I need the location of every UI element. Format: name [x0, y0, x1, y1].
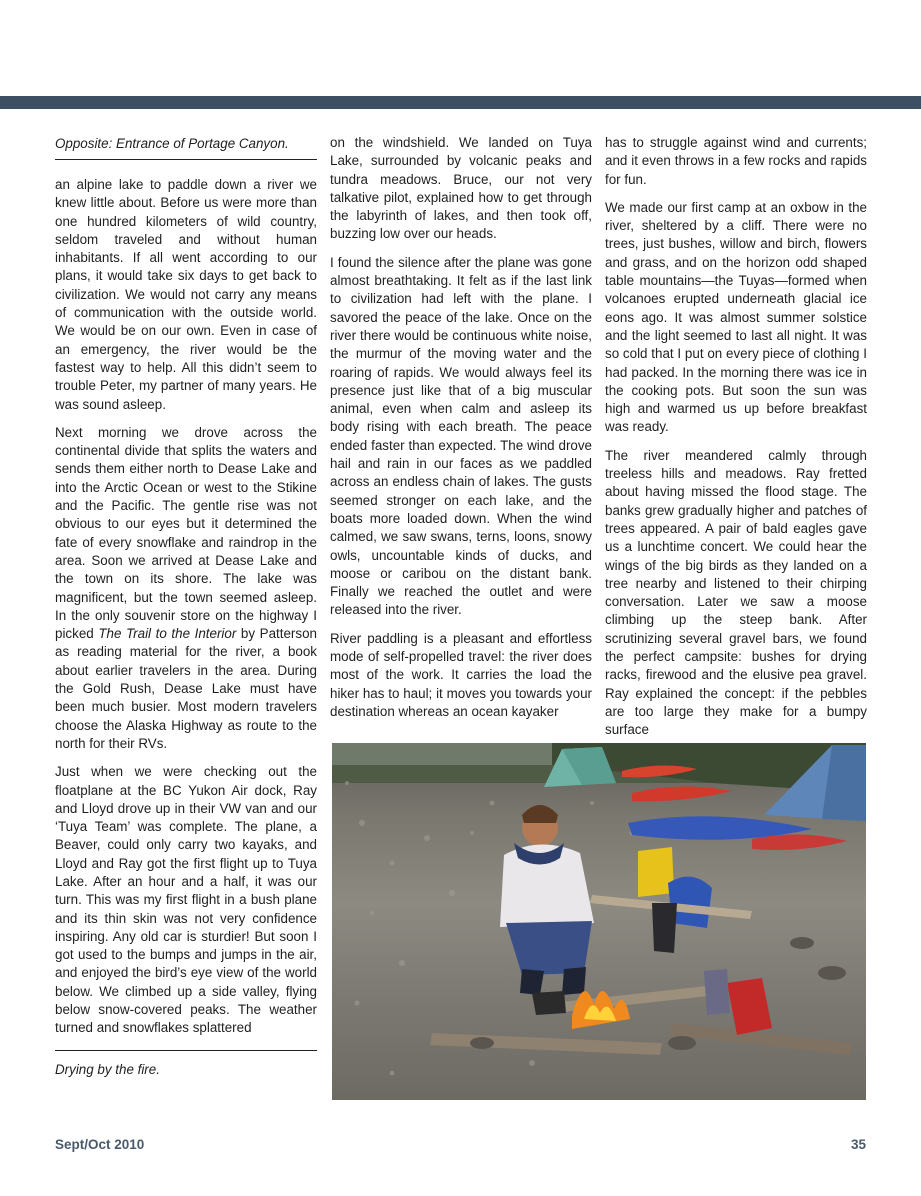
text-run: by Patterson as reading material for the river, a book about earlier travelers in the area. During the Gold Rush, Dease Lake must have been much busier. Most modern travelers choose the Alaska Highway as route to the north for their RVs.: [55, 626, 317, 751]
photo-illustration: [332, 743, 866, 1100]
paragraph: I found the silence after the plane was gone almost breathtaking. It felt as if the last link to civilization had left with the plane. I savored the peace of the lake. Once on the river there would be continuous white noise, the murmur of the moving water and the roaring of rapids. We would always feel its presence just like that of a big muscular animal, even when calm and asleep its body rising with each breath. The peace ended faster than expected. The wind drove hail and rain in our faces as we paddled across an endless chain of lakes. The gusts seemed stronger on each lake, and the boats more loaded down. When the wind calmed, we saw swans, terns, loons, snowy owls, uncountable kinds of ducks, and moose or caribou on the distant bank. Finally we reached the outlet and were released into the river.: [330, 254, 592, 618]
caption-photo: Drying by the fire.: [55, 1050, 317, 1079]
text-run: Next morning we drove across the continental divide that splits the waters and sends them either north to Dease Lake and into the Arctic Ocean or west to the Stikine and the Pacific. The gentle rise was not obvious to our eyes but it determined the fate of every snowflake and raindrop in the area. Soon we arrived at Dease Lake and the town on its shore. The lake was magnificent, but the town seemed asleep. In the only souvenir store on the highway I picked: [55, 424, 317, 642]
paragraph: on the windshield. We landed on Tuya Lake, surrounded by volcanic peaks and tundra meadows. Bruce, our not very talkative pilot, explained how to get through the labyrinth of lakes, and then took off, buzzing low over our heads.: [330, 135, 592, 242]
paragraph: River paddling is a pleasant and effortless mode of self-propelled travel: the river does most of the work. It carries the load the hiker has to haul; it moves you towards your destination whereas an ocean kayaker: [330, 630, 592, 719]
page-number: 35: [850, 1137, 866, 1152]
paragraph: has to struggle against wind and currents; and it even throws in a few rocks and rapids for fun.: [605, 135, 867, 187]
issue-date: Sept/Oct 2010: [55, 1137, 145, 1152]
caption-opposite: Opposite: Entrance of Portage Canyon.: [55, 135, 317, 160]
paragraph: We made our first camp at an oxbow in the river, sheltered by a cliff. There were no trees, just bushes, willow and birch, flowers and grass, and on the horizon odd shaped table mountains—the Tuyas—formed when volcanoes erupted underneath glacial ice eons ago. It was almost summer solstice and the light seemed to last all night. It was so cold that I put on every piece of clothing I had packed. In the morning there was ice in the cooking pots. But soon the sun was high and warmed us up before breakfast was ready.: [605, 199, 867, 435]
book-title: The Trail to the Interior: [98, 626, 237, 642]
paragraph: Just when we were checking out the floatplane at the BC Yukon Air dock, Ray and Lloyd drove up in their VW van and our ‘Tuya Team’ was complete. The plane, a Beaver, could only carry two kayaks, and Lloyd and Ray got the first flight up to Tuya Lake. After an hour and a half, it was our turn. This was my first flight in a bush plane and its thin skin was not very confidence inspiring. Any old car is sturdier! But soon I got used to the bumps and jumps in the air, and enjoyed the bird’s eye view of the world below. We climbed up a side valley, flying below snow-covered peaks. The weather turned and snowflakes splattered: [55, 764, 317, 1036]
campfire-photo: [332, 743, 866, 1100]
column-2: [330, 134, 592, 731]
column-1: [55, 176, 317, 1048]
paragraph: an alpine lake to paddle down a river we knew little about. Before us were more than one hundred kilometers of wild country, seldom traveled and without human inhabitants. If all went according to our plans, it would take six days to get back to civilization. We would not carry any means of communication with the outside world. We would be on our own. Even in case of an emergency, the river would be the fastest way to help. All this didn’t seem to trouble Peter, my partner of many years. He was sound asleep.: [55, 177, 317, 412]
column-3: [605, 134, 867, 750]
header-bar: [0, 96, 921, 109]
paragraph: [55, 424, 317, 753]
paragraph: The river meandered calmly through treeless hills and meadows. Ray fretted about having missed the flood stage. The banks grew gradually higher and patches of trees appeared. A pair of bald eagles gave us a lunchtime concert. We could hear the wings of the big birds as they landed on a tree nearby and listened to their chirping conversation. Later we saw a moose climbing up the steep bank. After scrutinizing several gravel bars, we found the perfect campsite: bushes for drying racks, firewood and the elusive pea gravel. Ray explained the concept: if the pebbles are too large they make for a bumpy surface: [605, 447, 867, 738]
